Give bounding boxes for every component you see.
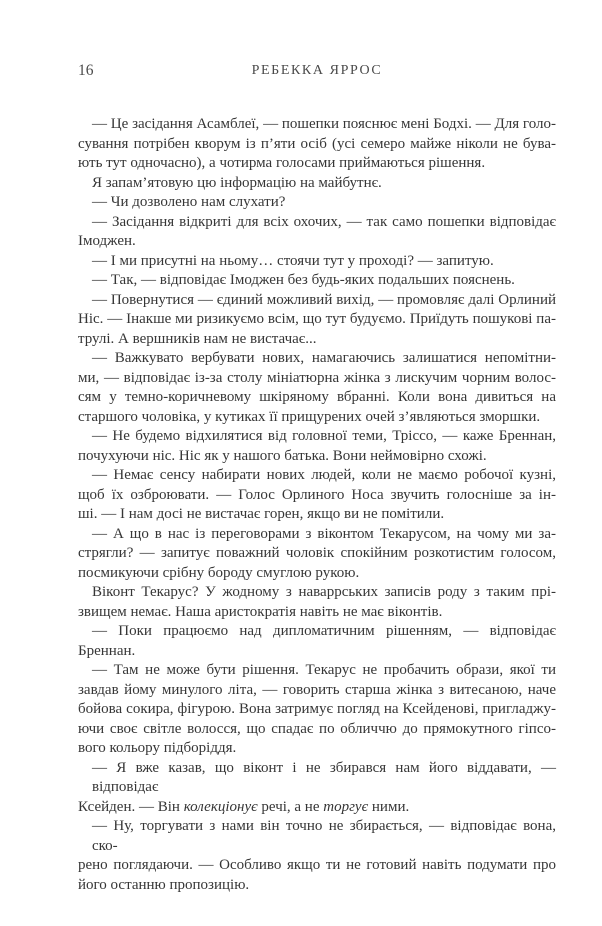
page-number: 16 — [78, 62, 94, 79]
text-line: — Повернутися — єдиний можливий вихід, — промовляє далі Орлиний — [92, 291, 556, 308]
text-line: Імоджен. — [78, 233, 136, 249]
paragraph — [78, 759, 556, 818]
text-line: ють тут одночасно), а чотирма голосами приймаються рішення. — [78, 155, 486, 171]
text-line: — Я вже казав, що віконт і не збирався нам його віддавати, — відповідає — [92, 759, 556, 795]
text-line: Я запам’ятовую цю інформацію на майбутнє. — [92, 174, 382, 191]
text-line: ші. — І нам досі не вистачає горен, якщо ви не помітили. — [78, 506, 445, 522]
text-line: — Так, — відповідає Імоджен без будь-яких подальших пояснень. — [92, 272, 515, 288]
text-line: рено поглядаючи. — Особливо якщо ти не готовий навіть подумати про — [78, 857, 556, 873]
text-line: — Це засідання Асамблеї, — пошепки пояснює мені Бодхі. — Для голо- — [92, 116, 556, 132]
text-line: трулі. А вершників нам не вистачає... — [78, 330, 317, 347]
text-line: — Не будемо відхилятися від головної теми, Тріссо, — каже Бреннан, — [92, 428, 556, 444]
text-line: стрягли? — запитує поважний чоловік спокійним розкотистим голосом, — [78, 545, 556, 561]
text-line: вого кольору підборіддя. — [78, 740, 237, 756]
text-line: щоб їх озброювати. — Голос Орлиного Носа звучить голосніше за ін- — [78, 486, 556, 503]
paragraph — [78, 252, 556, 272]
paragraph — [78, 291, 556, 350]
text-line: ючи своє світле волосся, що спадає по обличчю до прямокутного гіпсо- — [78, 720, 556, 737]
paragraph — [78, 271, 556, 291]
running-head: РЕБЕККА ЯРРОС — [251, 63, 383, 78]
paragraph — [78, 427, 556, 466]
page-header — [78, 62, 556, 82]
text-line: — Чи дозволено нам слухати? — [92, 194, 286, 210]
text-line: почухуючи ніс. Ніс як у нашого батька. Вони неймовірно схожі. — [78, 447, 487, 464]
text-line: Бреннан. — [78, 642, 136, 659]
text-line: сування потрібен кворум із п’яти осіб (усі семеро майже ніколи не бува- — [78, 135, 556, 152]
text-line: Віконт Текарус? У жодному з наваррських записів роду з таким прі- — [92, 584, 556, 600]
text-line: завдав йому минулого літа, — говорить старша жінка з витесаною, наче — [78, 681, 556, 698]
text-line: — Там не може бути рішення. Текарус не пробачить образи, якої ти — [92, 662, 556, 678]
text-line: — А що в нас із переговорами з віконтом Текарусом, на чому ми за- — [92, 525, 556, 542]
paragraph — [78, 525, 556, 584]
text-line: — Поки працюємо над дипломатичним рішенням, — відповідає — [92, 623, 556, 639]
text-line: Ксейден. — Він колекціонує речі, а не торгує ними. — [78, 798, 410, 815]
paragraph — [78, 115, 556, 174]
text-line: посмикуючи срібну бороду смуглою рукою. — [78, 564, 360, 581]
text-line: — Ну, торгувати з нами він точно не збирається, — відповідає вона, ско- — [92, 818, 556, 854]
paragraph — [78, 661, 556, 759]
text-line: — Важкувато вербувати нових, намагаючись залишатися непомітни- — [92, 350, 556, 366]
text-line: звищем немає. Наша аристократія навіть не має віконтів. — [78, 603, 443, 620]
text-line: — І ми присутні на ньому… стоячи тут у проході? — запитую. — [92, 252, 494, 269]
text-line: старшого чоловіка, у кутиках її прищурених очей з’являються зморшки. — [78, 408, 541, 425]
paragraph — [78, 466, 556, 525]
text-line: його останню пропозицію. — [78, 876, 250, 893]
paragraph — [78, 174, 556, 194]
paragraph — [78, 349, 556, 427]
text-line: сям у темно-коричневому шкіряному вбранні. Коли вона дивиться на — [78, 389, 556, 405]
paragraph — [78, 193, 556, 213]
paragraph — [78, 213, 556, 252]
text-line: ми, — відповідає із-за столу мініатюрна жінка з лискучим чорним волос- — [78, 369, 556, 386]
paragraph — [78, 622, 556, 661]
text-line: Ніс. — Інакше ми ризикуємо всім, що тут будуємо. Приїдуть пошукові па- — [78, 311, 556, 327]
paragraph — [78, 583, 556, 622]
text-line: бойова сокира, фігурою. Вона затримує погляд на Ксейденові, пригладжу- — [78, 701, 556, 717]
page-body — [78, 115, 556, 895]
paragraph — [78, 817, 556, 895]
text-line: — Засідання відкриті для всіх охочих, — так само пошепки відповідає — [92, 213, 556, 230]
text-line: — Немає сенсу набирати нових людей, коли не маємо робочої кузні, — [92, 467, 556, 483]
